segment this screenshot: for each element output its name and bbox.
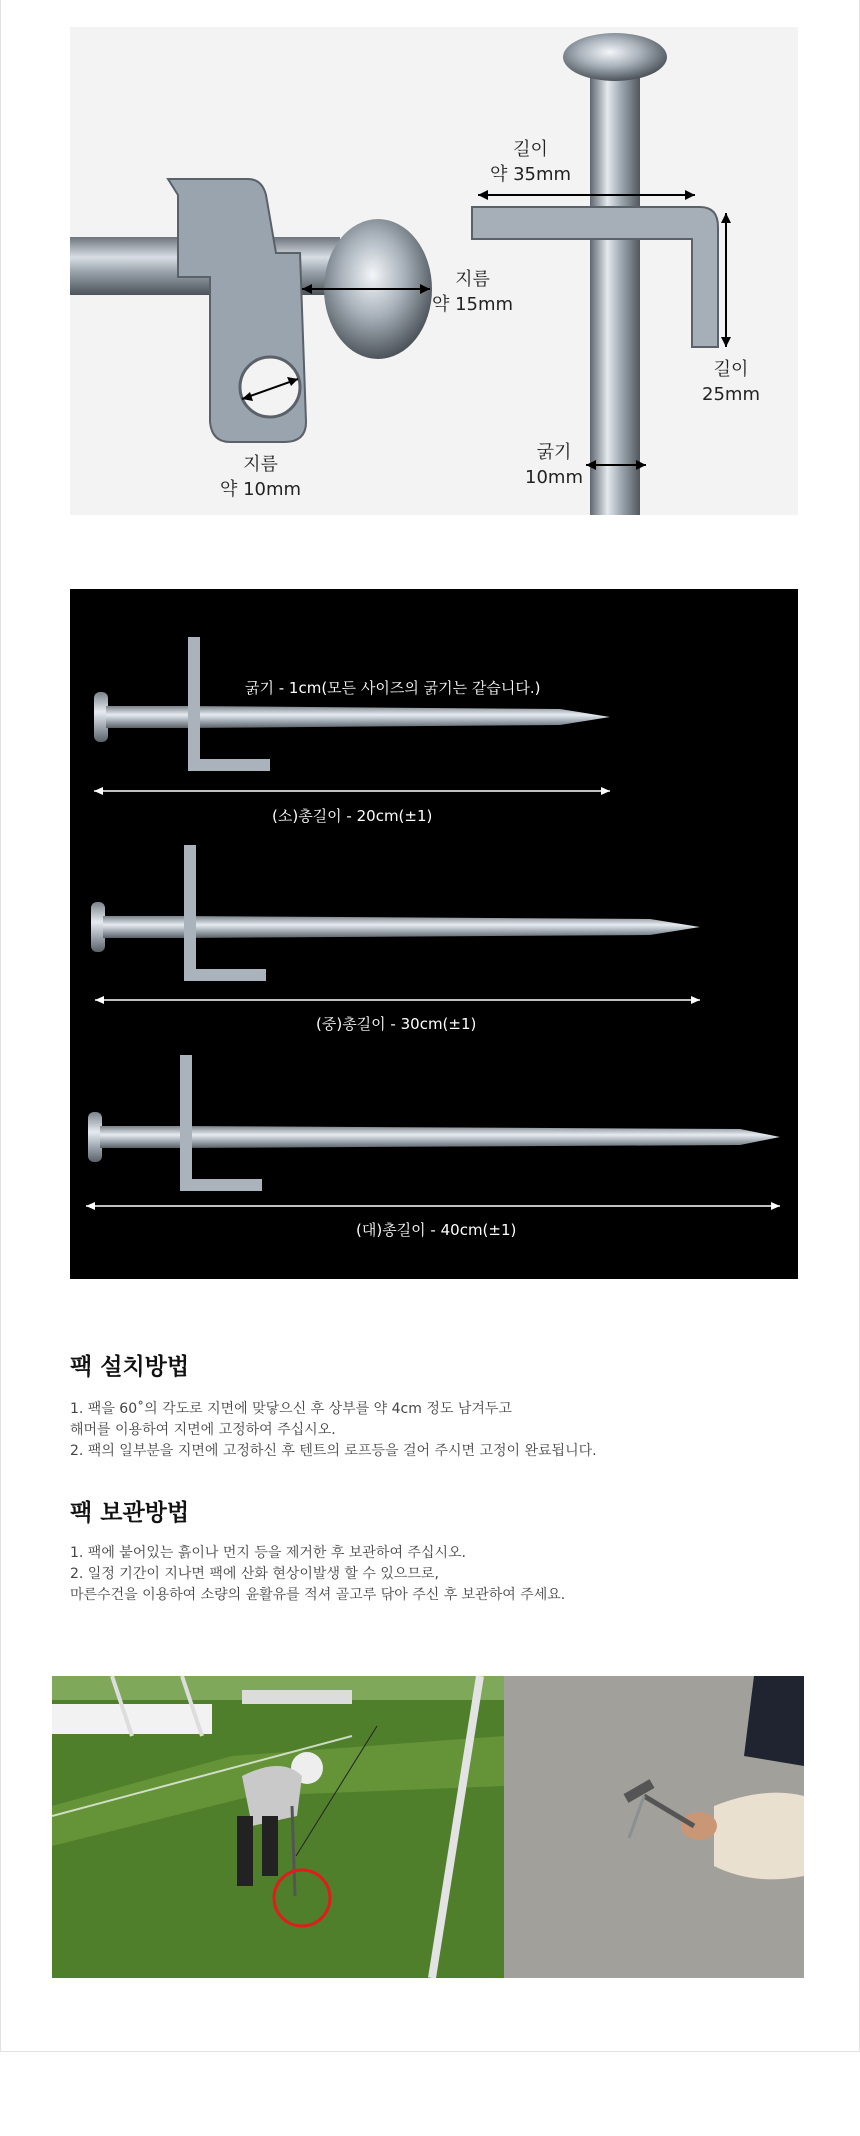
closeup-dimension-photo: [70, 27, 798, 515]
size-medium-label: (중)총길이 - 30cm(±1): [316, 1015, 477, 1033]
grass-scene-illustration: [52, 1676, 504, 1978]
storage-title: 팩 보관방법: [70, 1500, 190, 1526]
storage-instructions: [70, 1543, 565, 1606]
install-line: 해머를 이용하여 지면에 고정하여 주십시오.: [70, 1422, 336, 1438]
install-instructions: [70, 1399, 597, 1462]
install-line: 1. 팩을 60˚의 각도로 지면에 맞닿으신 후 상부를 약 4cm 정도 남겨두고: [70, 1401, 512, 1417]
peg-medium: [91, 845, 700, 1004]
label-ring-diameter: 지름 약 10mm: [220, 454, 302, 501]
size-comparison-panel: [70, 589, 798, 1279]
label-top-length: 길이 약 35mm: [490, 139, 572, 186]
peg-small: [94, 637, 610, 795]
install-title: 팩 설치방법: [70, 1354, 190, 1380]
install-line: 2. 팩의 일부분을 지면에 고정하신 후 텐트의 로프등을 걸어 주시면 고정이 완료됩니다.: [70, 1443, 597, 1459]
label-thickness: 굵기 10mm: [525, 442, 583, 489]
gravel-scene-illustration: [504, 1676, 804, 1978]
peg-large: [86, 1055, 780, 1210]
usage-photo-grass: [52, 1676, 504, 1978]
label-head-diameter: 지름 약 15mm: [432, 269, 514, 316]
size-large-label: (대)총길이 - 40cm(±1): [356, 1221, 517, 1239]
storage-line: 1. 팩에 붙어있는 흙이나 먼지 등을 제거한 후 보관하여 주십시오.: [70, 1545, 466, 1561]
label-side-length: 길이 25mm: [702, 359, 760, 406]
storage-line: 마른수건을 이용하여 소량의 윤활유를 적셔 골고루 닦아 주신 후 보관하여 주세요.: [70, 1587, 566, 1603]
usage-photo-gravel: [504, 1676, 804, 1978]
thickness-note: 굵기 - 1cm(모든 사이즈의 굵기는 같습니다.): [245, 679, 541, 697]
right-peg-cap: [563, 33, 667, 81]
storage-line: 2. 일정 기간이 지나면 팩에 산화 현상이발생 할 수 있으므로,: [70, 1566, 439, 1582]
right-peg-rod: [590, 67, 640, 515]
size-small-label: (소)총길이 - 20cm(±1): [272, 807, 433, 825]
left-peg-ring-hole: [240, 357, 300, 417]
